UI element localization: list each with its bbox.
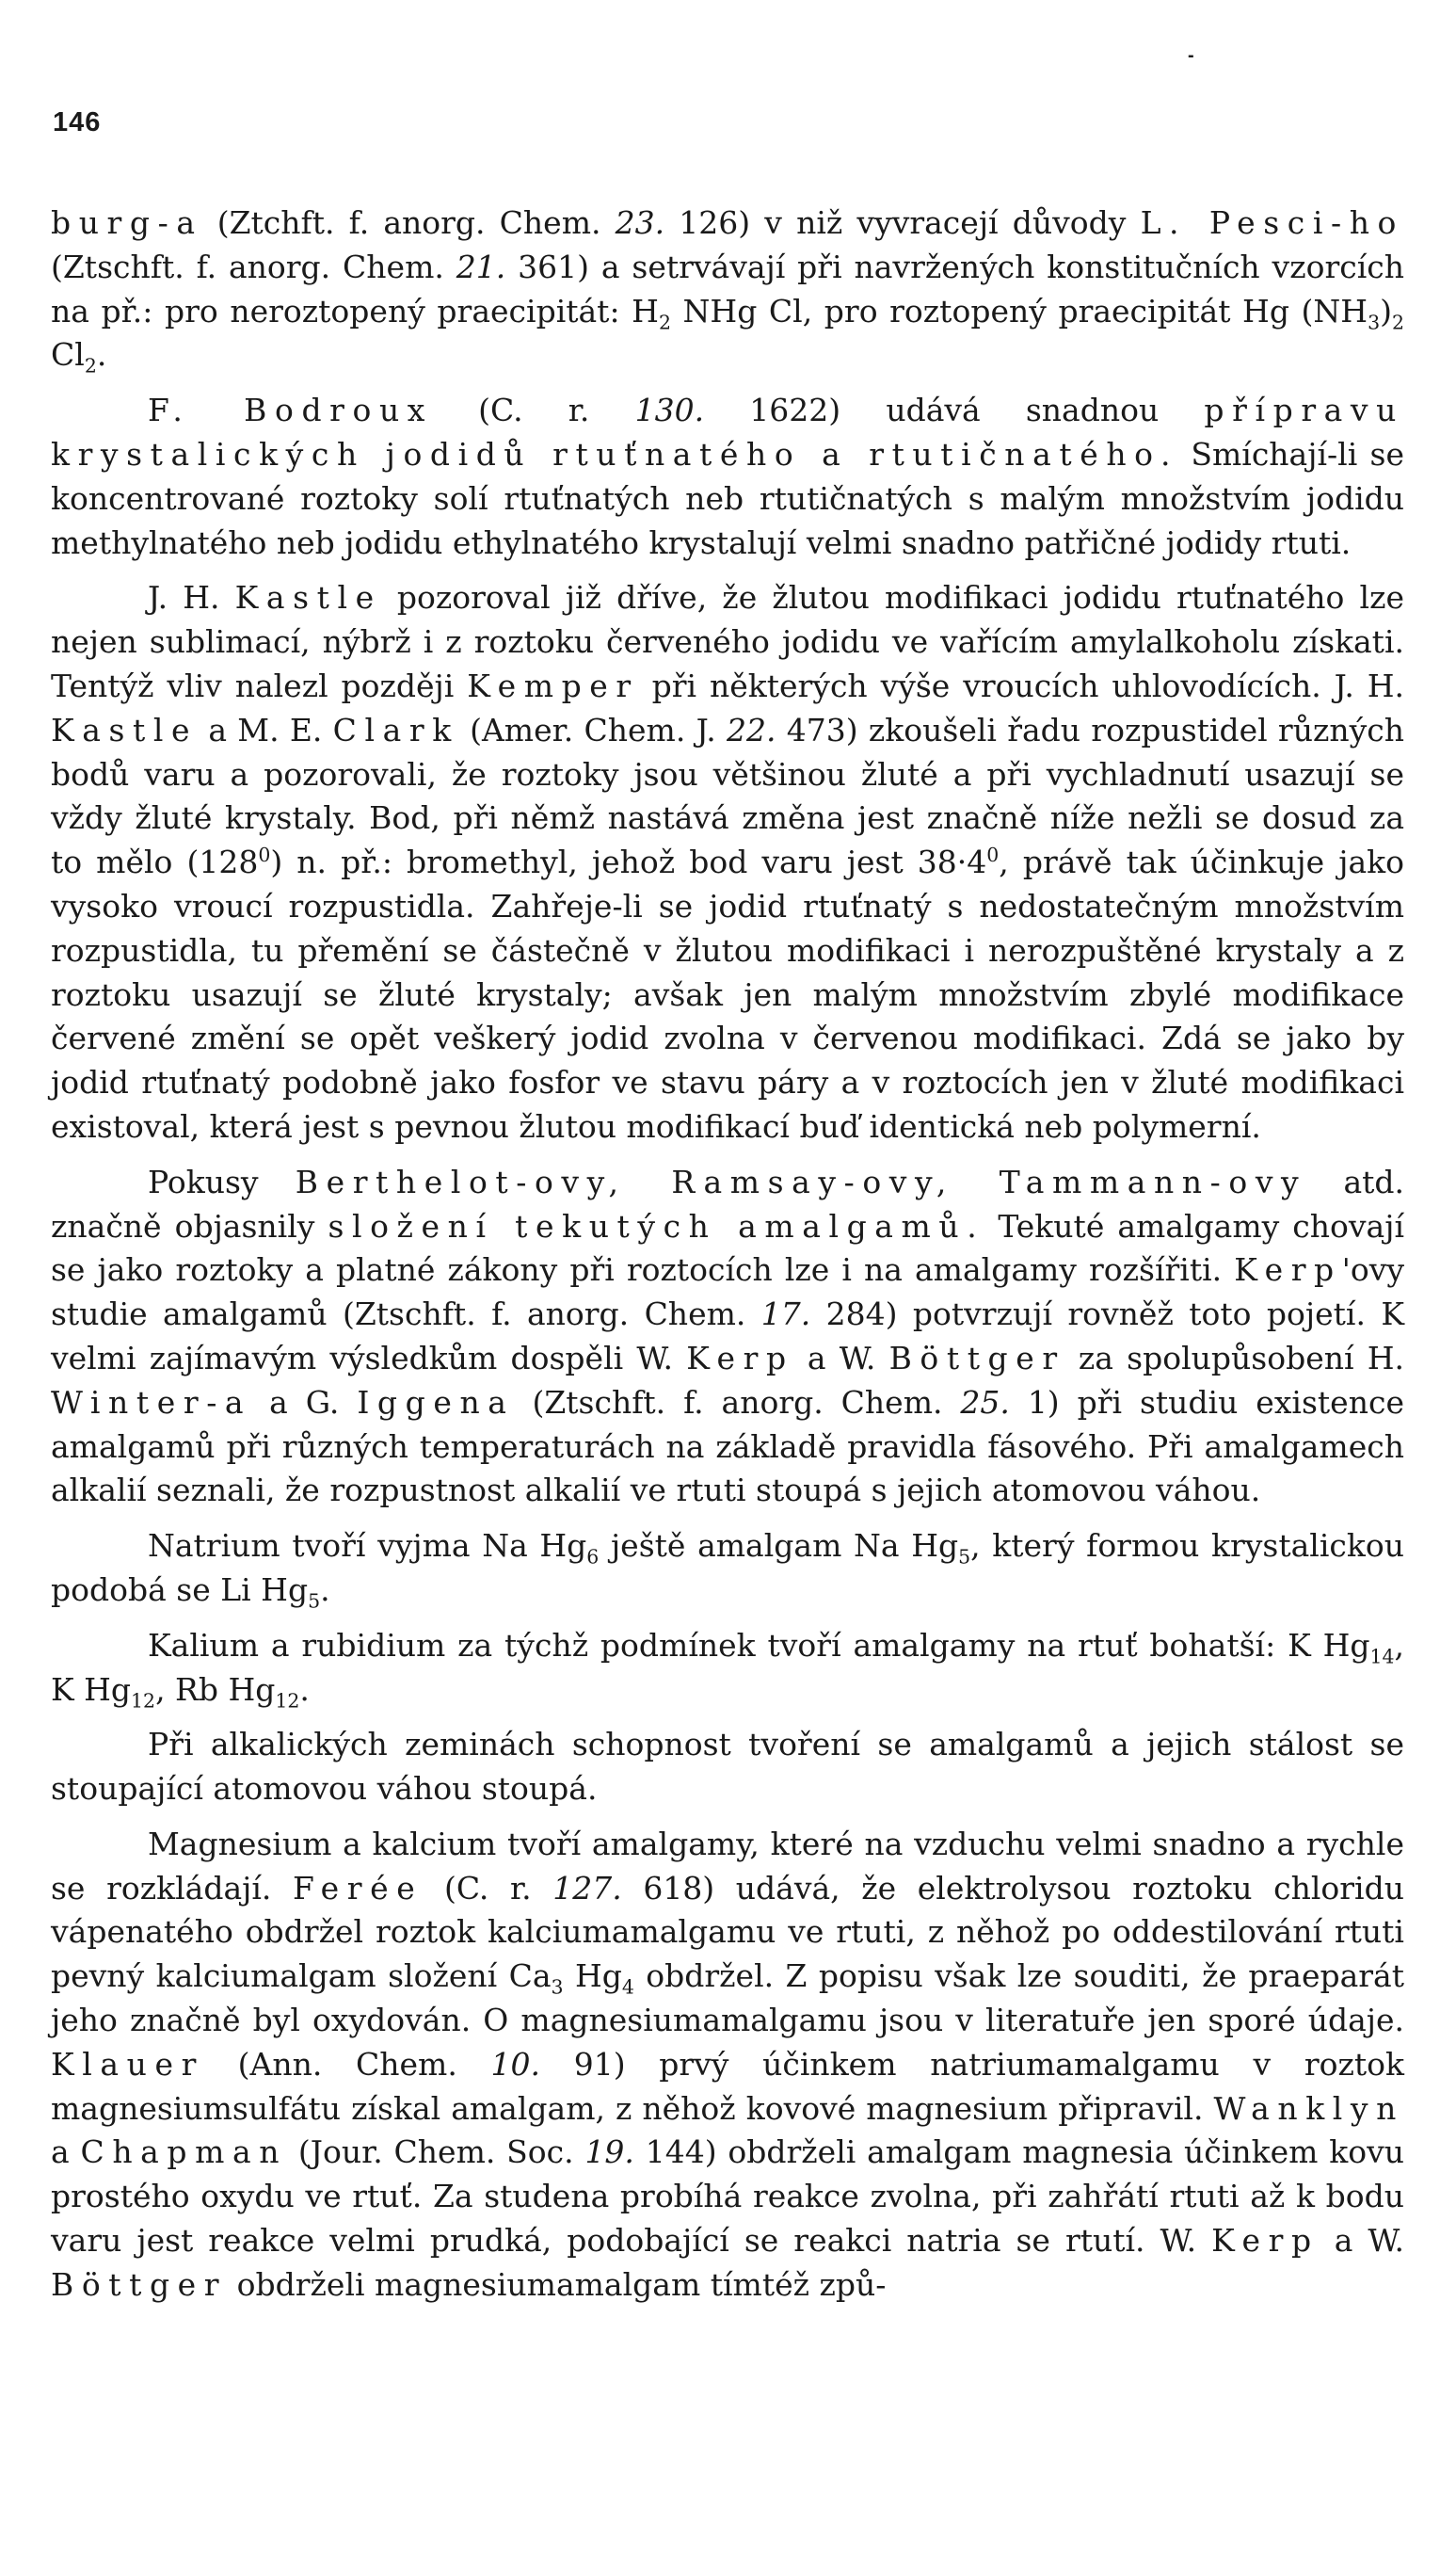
text-segment: 14 <box>1369 1645 1395 1668</box>
volume-number: 21. <box>456 248 506 285</box>
text-segment: 618) udává, že elektrolysou roztoku chloridu vápenatého obdržel roztok kalciumamalgamu ve rtuti, z něhož po oddestilování rtuti pevný kalciumalgam složení Ca <box>51 1869 1404 1995</box>
text-segment: 1) při studiu existence amalgamů při různých temperaturách na základě pravidla fásového. Při amalgamech alkalií seznali, že rozpustnost alkalií ve rtuti stoupá s jejich atomovou váhou. <box>51 1383 1404 1509</box>
text-segment: atd. značně objasnily <box>51 1163 1404 1245</box>
paragraph <box>51 201 1404 378</box>
text-segment: 144) obdrželi amalgam magnesia účinkem kovu prostého oxydu ve rtuť. Za studena probíhá reakce zvolna, při zahřátí rtuti až k bodu varu jest reakce velmi prudká, podobající se reakci natria se rtutí. W. <box>51 2133 1404 2260</box>
text-segment: ) <box>1380 292 1392 330</box>
emphasized-text: Kastle <box>51 711 199 748</box>
emphasized-text: L. Pesci-ho <box>1140 204 1404 241</box>
volume-number: 10. <box>490 2045 541 2083</box>
emphasized-text: složení tekutých amalgamů. <box>328 1207 985 1245</box>
text-segment: (C. r. <box>423 1869 553 1907</box>
text-segment: 284) potvrzují rovněž toto pojetí. K velmi zajímavým výsledkům dospěli W. <box>51 1296 1404 1376</box>
emphasized-text: Wanklyn <box>1213 2089 1404 2127</box>
text-segment: 3 <box>551 1975 564 1999</box>
text-segment: 1622) udává snadnou <box>704 392 1205 429</box>
text-segment: Pokusy <box>148 1163 296 1200</box>
text-segment: 126) v niž vyvracejí důvody <box>664 204 1141 241</box>
paragraph <box>51 1624 1404 1713</box>
text-segment: Kalium a rubidium za týchž podmínek tvoří amalgamy na rtuť bohatší: K Hg <box>148 1626 1370 1664</box>
emphasized-text: Iggena <box>357 1383 515 1421</box>
text-segment: . <box>299 1670 310 1708</box>
text-segment: 5 <box>958 1545 971 1569</box>
text-segment: (Ztschft. f. anorg. Chem. <box>51 248 456 285</box>
text-segment: Hg <box>563 1957 622 1995</box>
text-segment: 'ovy studie amalgamů (Ztschft. f. anorg. Chem. <box>51 1251 1404 1333</box>
text-segment: za spolupůsobení H. <box>1064 1339 1404 1376</box>
emphasized-text: F. Bodroux <box>148 392 433 429</box>
text-segment: (Ztschft. f. anorg. Chem. <box>514 1383 961 1421</box>
text-segment: 0 <box>986 844 1000 867</box>
text-segment: pozoroval již dříve, že žlutou modifikaci jodidu rtuťnatého lze nejen sublimací, nýbrž i z roztoku červeného jodidu ve vařícím amylalkoholu získati. Tentýž vliv nalezl později <box>51 579 1404 704</box>
text-segment: (Jour. Chem. Soc. <box>287 2133 585 2171</box>
text-segment: 91) prvý účinkem natriumamalgamu v roztok magnesiumsulfátu získal amalgam, z něhož kovové magnesium připravil. <box>51 2045 1404 2127</box>
emphasized-text: Klauer <box>51 2045 204 2083</box>
text-segment: Magnesium a kalcium tvoří amalgamy, které na vzduchu velmi snadno a rychle se rozkládají. <box>51 1825 1404 1907</box>
emphasized-text: Clark <box>332 711 459 748</box>
text-segment: Smíchají-li se koncentrované roztoky solí rtuťnatých neb rtutičnatých s malým množstvím jodidu methylnatého neb jodidu ethylnatého krystalují velmi snadno patřičné jodidy rtuti. <box>51 435 1404 561</box>
paragraph <box>51 1723 1404 1811</box>
text-segment: a <box>51 2133 81 2171</box>
text-segment: J. H. <box>148 579 235 617</box>
emphasized-text: Ferée <box>293 1869 424 1907</box>
text-segment: a W. <box>793 1339 889 1376</box>
text-segment: Cl <box>51 336 85 374</box>
text-segment: obdržel. Z popisu však lze souditi, že praeparát jeho značně byl oxydován. O magnesiumamalgamu jsou v literatuře jen sporé údaje. <box>51 1957 1404 2039</box>
text-segment: . <box>96 336 107 374</box>
text-segment: NHg Cl, pro roztopený praecipitát Hg (NH <box>670 292 1368 330</box>
emphasized-text: Kerp <box>686 1339 794 1376</box>
text-segment: (Ann. Chem. <box>203 2045 491 2083</box>
text-segment: (Ztchft. f. anorg. Chem. <box>202 204 616 241</box>
emphasized-text: Berthelot-ovy, Ramsay-ovy, Tammann-ovy <box>295 1163 1307 1200</box>
text-segment: , právě tak účinkuje jako vysoko vroucí rozpustidla. Zahřeje-li se jodid rtuťnatý s nedostatečným množstvím rozpustidla, tu přemění se částečně v žlutou modifikaci i nerozpuštěné krystaly a z roztoku usazují se žluté krystaly; avšak jen malým množstvím zbylé modifikace červené změní se opět veškerý jodid zvolna v červenou modifikaci. Zdá se jako by jodid rtuťnatý podobně jako fosfor ve stavu páry a v roztocích jen v žluté modifikaci existoval, která jest s pevnou žlutou modifikací buď identická neb polymerní. <box>51 844 1405 1145</box>
volume-number: 25. <box>960 1383 1010 1421</box>
text-segment: (Amer. Chem. J. <box>458 711 728 748</box>
text-segment: a G. <box>251 1383 358 1421</box>
text-segment: obdrželi magnesiumamalgam tímtéž způ- <box>227 2265 887 2303</box>
text-segment: , Rb Hg <box>155 1670 276 1708</box>
paragraph <box>51 389 1404 565</box>
page-number: 146 <box>53 107 102 137</box>
text-segment: 3 <box>1368 311 1381 334</box>
text-segment: 2 <box>84 354 97 378</box>
text-segment: 2 <box>658 311 671 334</box>
emphasized-text: Kastle <box>234 579 382 617</box>
text-segment: Natrium tvoří vyjma Na Hg <box>148 1527 587 1565</box>
text-segment: ještě amalgam Na Hg <box>599 1527 959 1565</box>
text-segment: Při alkalických zeminách schopnost tvoření se amalgamů a jejich stálost se stoupající atomovou váhou stoupá. <box>51 1726 1404 1808</box>
text-segment: 2 <box>1391 311 1404 334</box>
emphasized-text: Kerp <box>1234 1251 1342 1289</box>
volume-number: 22. <box>727 711 776 748</box>
paragraph <box>51 576 1404 1149</box>
volume-number: 127. <box>552 1869 622 1907</box>
emphasized-text: Böttger <box>51 2265 228 2303</box>
paragraph <box>51 1823 1404 2308</box>
corner-mark: - <box>1188 45 1194 66</box>
paragraph <box>51 1524 1404 1613</box>
text-segment: , K Hg <box>51 1626 1404 1708</box>
emphasized-text: Kemper <box>467 667 639 704</box>
text-segment: 6 <box>586 1545 600 1569</box>
text-segment: 4 <box>621 1975 634 1999</box>
volume-number: 19. <box>584 2133 634 2171</box>
body-text <box>51 201 1404 2319</box>
text-segment: 5 <box>308 1589 321 1613</box>
text-segment: (C. r. <box>432 392 635 429</box>
volume-number: 130. <box>634 392 705 429</box>
emphasized-text: Böttger <box>888 1339 1065 1376</box>
text-segment: při některých výše vroucích uhlovodících. J. H. <box>638 667 1404 704</box>
text-segment: Tekuté amalgamy chovají se jako roztoky a platné zákony při roztocích lze i na amalgamy rozšířiti. <box>51 1207 1404 1289</box>
paragraph <box>51 1161 1404 1513</box>
volume-number: 23. <box>615 204 665 241</box>
volume-number: 17. <box>760 1296 811 1333</box>
text-segment: 473) zkoušeli řadu rozpustidel různých bodů varu a pozorovali, že roztoky jsou většinou žluté a při vychladnutí usazují se vždy žluté krystaly. Bod, při němž nastává změna jest značně níže nežli se dosud za to mělo (128 <box>51 711 1404 881</box>
text-segment: a W. <box>1319 2222 1404 2260</box>
text-segment: 12 <box>131 1689 156 1713</box>
text-segment: 12 <box>275 1689 300 1713</box>
emphasized-text: Chapman <box>80 2133 288 2171</box>
text-segment: ) n. př.: bromethyl, jehož bod varu jest 38·4 <box>270 844 987 881</box>
text-segment: 0 <box>258 844 271 867</box>
emphasized-text: burg-a <box>51 204 203 241</box>
text-segment: 361) a setrvávají při navržených konstitučních vzorcích na př.: pro neroztopený praecipitát: H <box>51 248 1404 330</box>
emphasized-text: Kerp <box>1211 2222 1320 2260</box>
emphasized-text: Winter-a <box>51 1383 252 1421</box>
text-segment: , který formou krystalickou podobá se Li Hg <box>51 1527 1405 1608</box>
emphasized-text: přípravu krystalických jodidů rtuťnatého a rtutičnatého. <box>51 392 1404 473</box>
text-segment: . <box>320 1570 330 1608</box>
text-segment: a M. E. <box>198 711 333 748</box>
